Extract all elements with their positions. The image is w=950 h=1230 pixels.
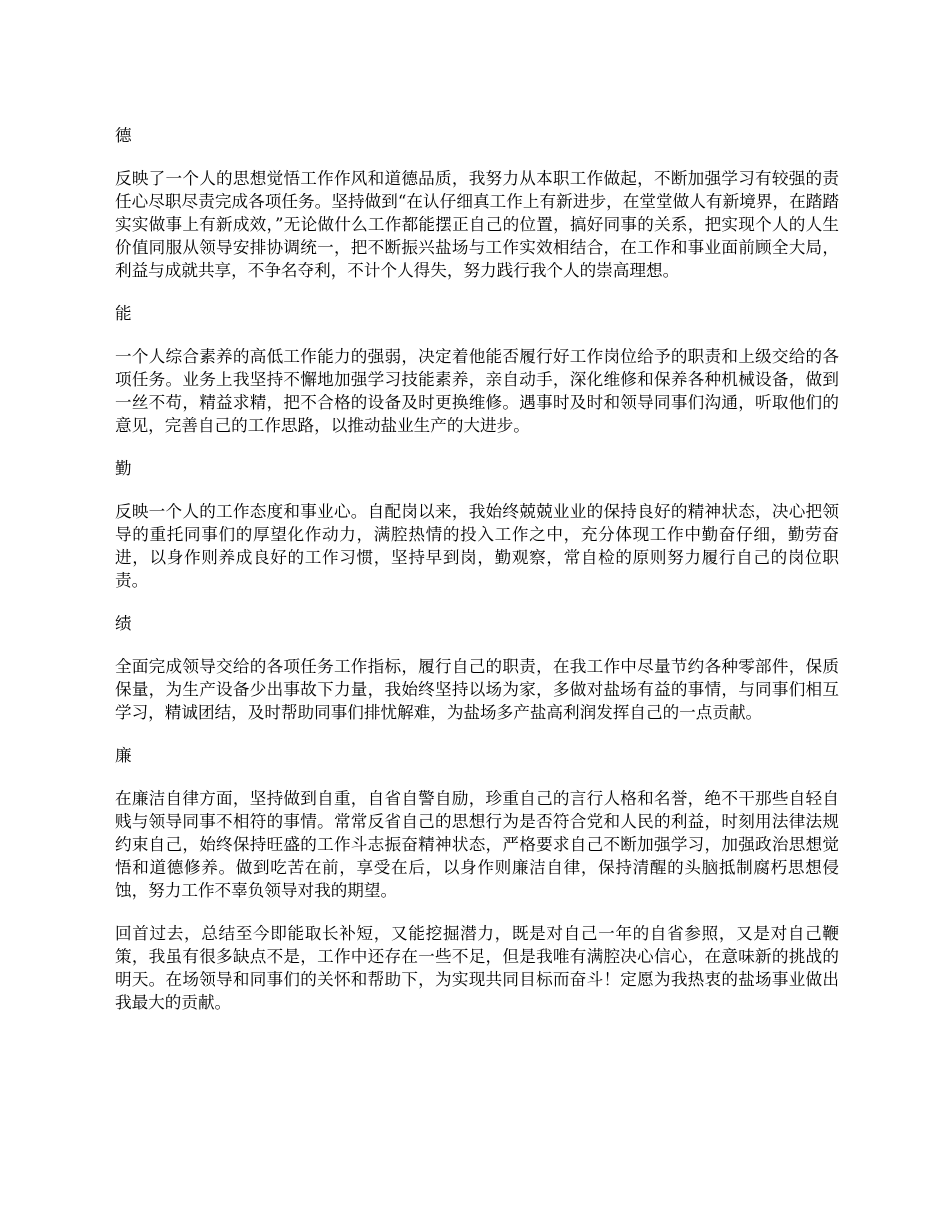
- section-body-de: 反映了一个人的思想觉悟工作作风和道德品质，我努力从本职工作做起，不断加强学习有较强的责任心尽职尽责完成各项任务。坚持做到“在认仔细真工作上有新进步，在堂堂做人有新境界，在踏踏实实做事上有新成效，”无论做什么工作都能摆正自己的位置，搞好同事的关系，把实现个人的人生价值同服从领导安排协调统一，把不断振兴盐场与工作实效相结合，在工作和事业面前顾全大局，利益与成就共享，不争名夺利，不计个人得失，努力践行我个人的崇高理想。: [115, 169, 839, 280]
- document-page: [115, 124, 839, 1034]
- section-body-ji: 全面完成领导交给的各项任务工作指标，履行自己的职责，在我工作中尽量节约各种零部件，保质保量，为生产设备少出事故下力量，我始终坚持以场为家，多做对盐场有益的事情，与同事们相互学习，精诚团结，及时帮助同事们排忧解难，为盐场多产盐高利润发挥自己的一点贡献。: [115, 657, 839, 722]
- section-body-neng: 一个人综合素养的高低工作能力的强弱，决定着他能否履行好工作岗位给予的职责和上级交给的各项任务。业务上我坚持不懈地加强学习技能素养，亲自动手，深化维修和保养各种机械设备，做到一丝不苟，精益求精，把不合格的设备及时更换维修。遇事时及时和领导同事们沟通，听取他们的意见，完善自己的工作思路，以推动盐业生产的大进步。: [115, 347, 839, 435]
- section-heading-qin: 勤: [115, 459, 132, 478]
- section-heading-neng: 能: [115, 304, 132, 323]
- section-heading-lian: 廉: [115, 746, 132, 765]
- section-body-lian: 在廉洁自律方面，坚持做到自重，自省自警自励，珍重自己的言行人格和名誉，绝不干那些自轻自贱与领导同事不相符的事情。常常反省自己的思想行为是否符合党和人民的利益，时刻用法律法规约束自己，始终保持旺盛的工作斗志振奋精神状态，严格要求自己不断加强学习，加强政治思想觉悟和道德修养。做到吃苦在前，享受在后，以身作则廉洁自律，保持清醒的头脑抵制腐朽思想侵蚀，努力工作不辜负领导对我的期望。: [115, 789, 839, 900]
- section-heading-de: 德: [115, 126, 132, 145]
- closing-paragraph: 回首过去，总结至今即能取长补短，又能挖掘潜力，既是对自己一年的自省参照，又是对自己鞭策，我虽有很多缺点不是，工作中还存在一些不足，但是我唯有满腔决心信心，在意味新的挑战的明天。在场领导和同事们的关怀和帮助下，为实现共同目标而奋斗！定愿为我热衷的盐场事业做出我最大的贡献。: [115, 924, 839, 1012]
- section-body-qin: 反映一个人的工作态度和事业心。自配岗以来，我始终兢兢业业的保持良好的精神状态，决心把领导的重托同事们的厚望化作动力，满腔热情的投入工作之中，充分体现工作中勤奋仔细，勤劳奋进，以身作则养成良好的工作习惯，坚持早到岗，勤观察，常自检的原则努力履行自己的岗位职责。: [115, 502, 839, 590]
- section-heading-ji: 绩: [115, 614, 132, 633]
